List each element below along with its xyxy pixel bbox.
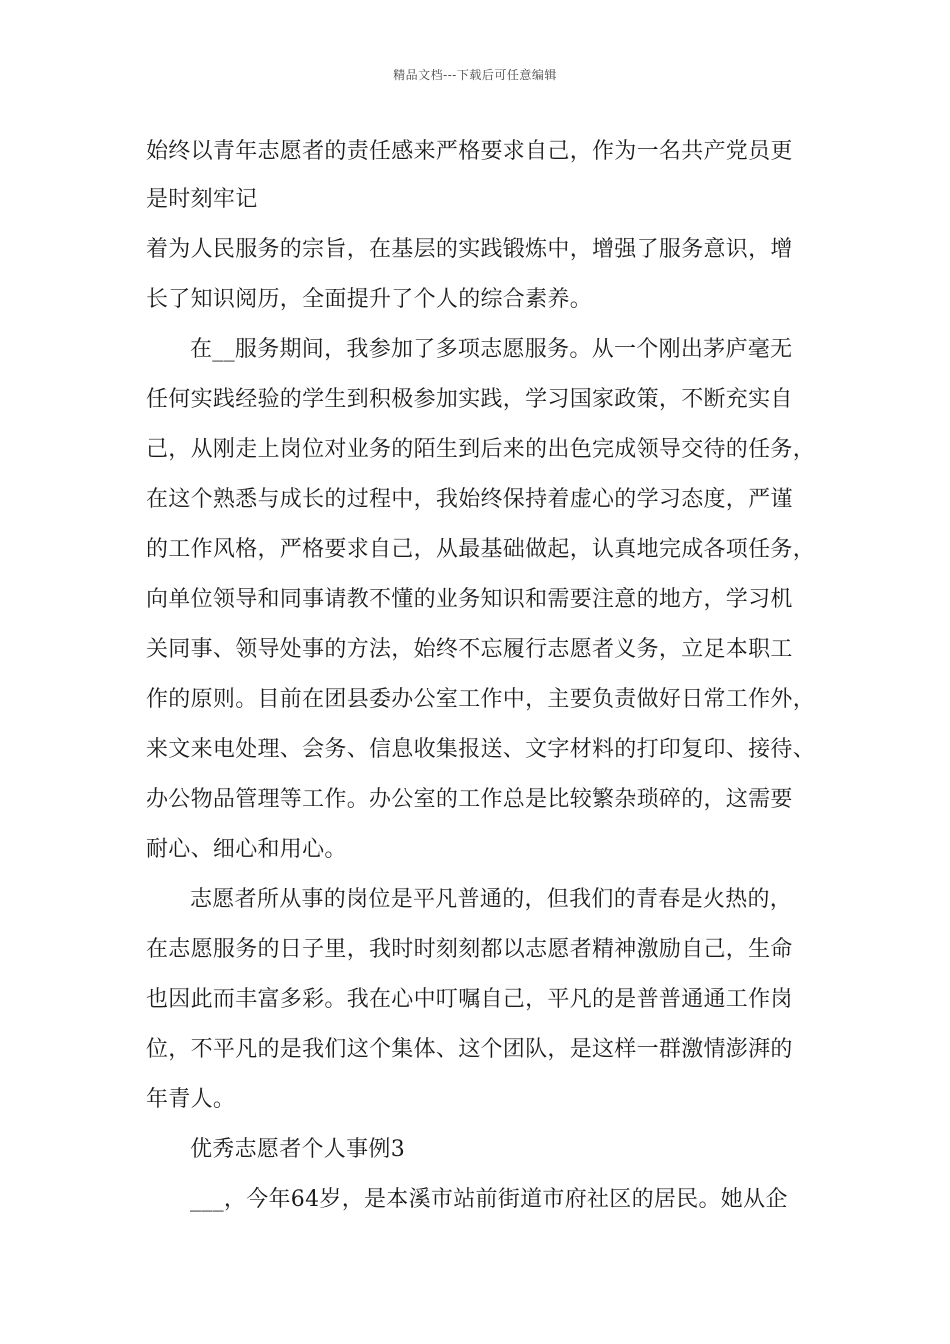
text-line: 长了知识阅历，全面提升了个人的综合素养。: [146, 287, 593, 312]
text-line: 也因此而丰富多彩。我在心中叮嘱自己，平凡的是普普通通工作岗: [146, 987, 793, 1012]
text-line: 来文来电处理、会务、信息收集报送、文字材料的打印复印、接待、: [146, 737, 816, 762]
text-line: 在志愿服务的日子里，我时时刻刻都以志愿者精神激励自己，生命: [146, 937, 793, 962]
text-line: 始终以青年志愿者的责任感来严格要求自己，作为一名共产党员更: [146, 139, 793, 164]
text-line: 在这个熟悉与成长的过程中，我始终保持着虚心的学习态度，严谨: [146, 487, 793, 512]
text-line: 办公物品管理等工作。办公室的工作总是比较繁杂琐碎的，这需要: [146, 787, 793, 812]
text-line: 是时刻牢记: [146, 187, 258, 212]
text-line: 作的原则。目前在团县委办公室工作中，主要负责做好日常工作外，: [146, 687, 816, 712]
page-header: 精品文档---下载后可任意编辑: [393, 68, 557, 82]
text-line: 向单位领导和同事请教不懂的业务知识和需要注意的地方，学习机: [146, 587, 793, 612]
section-heading: 优秀志愿者个人事例3: [190, 1137, 405, 1162]
paragraph-first-line: ___，今年64岁，是本溪市站前街道市府社区的居民。她从企: [190, 1187, 788, 1212]
text-line: 着为人民服务的宗旨，在基层的实践锻炼中，增强了服务意识，增: [146, 237, 793, 262]
text-line: 位，不平凡的是我们这个集体、这个团队，是这样一群激情澎湃的: [146, 1037, 793, 1062]
text-line: 年青人。: [146, 1087, 236, 1112]
text-line: 耐心、细心和用心。: [146, 837, 347, 862]
text-line: 任何实践经验的学生到积极参加实践，学习国家政策，不断充实自: [146, 387, 793, 412]
text-line: 关同事、领导处事的方法，始终不忘履行志愿者义务，立足本职工: [146, 637, 793, 662]
text-line: 的工作风格，严格要求自己，从最基础做起，认真地完成各项任务，: [146, 537, 816, 562]
paragraph-first-line: 在__服务期间，我参加了多项志愿服务。从一个刚出茅庐毫无: [190, 337, 793, 362]
text-line: 己，从刚走上岗位对业务的陌生到后来的出色完成领导交待的任务，: [146, 437, 816, 462]
paragraph-first-line: 志愿者所从事的岗位是平凡普通的，但我们的青春是火热的，: [190, 887, 793, 912]
